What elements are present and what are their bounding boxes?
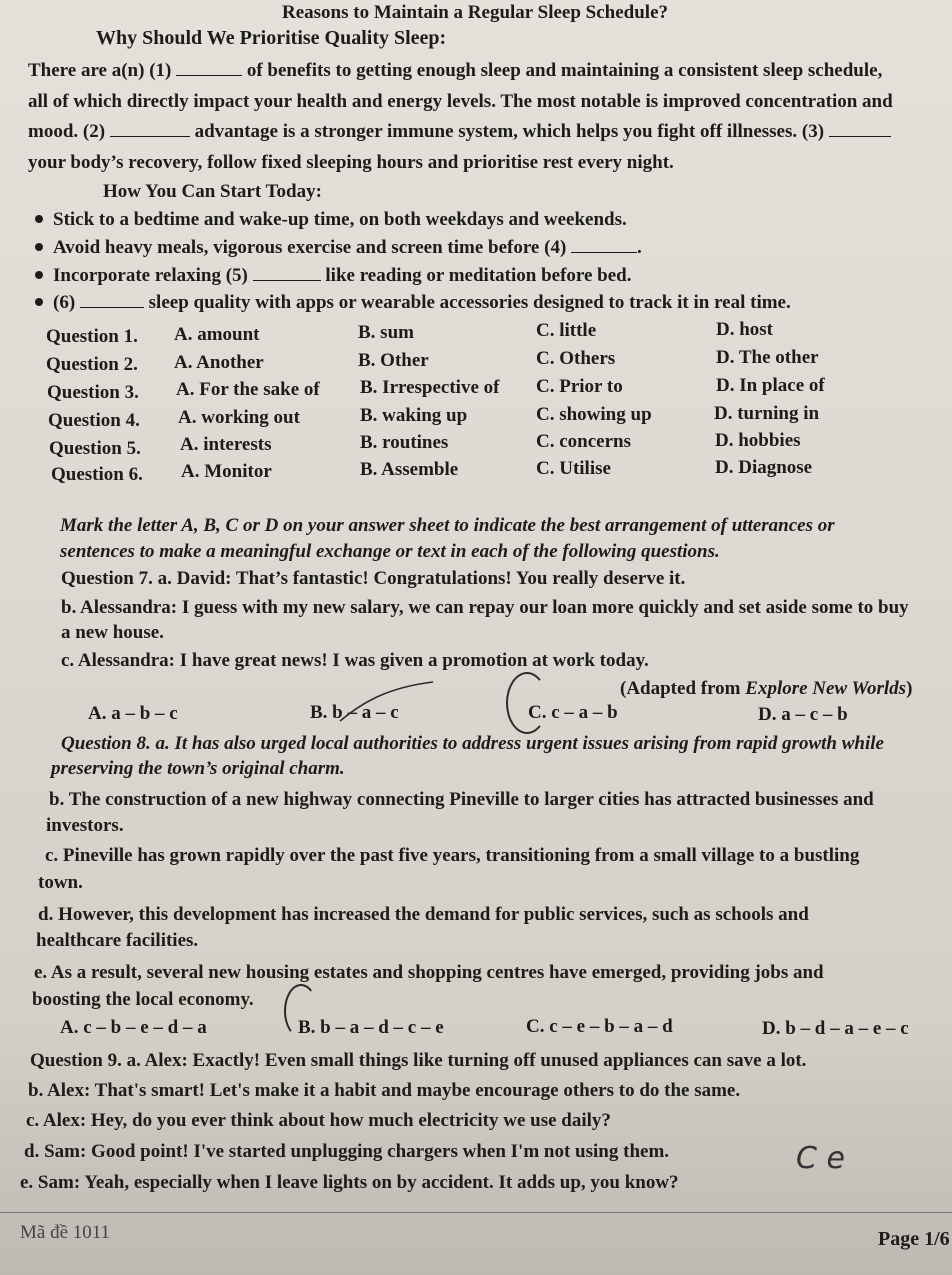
footer-divider: [0, 1212, 952, 1213]
section-heading-how: How You Can Start Today:: [103, 181, 322, 202]
instruction-line-1: Mark the letter A, B, C or D on your answer sheet to indicate the best arrangement of utterances or: [60, 515, 835, 536]
bullet-item-3: [35, 265, 632, 287]
source-text: ): [906, 678, 913, 699]
paragraph-text: of benefits to getting enough sleep and maintaining a consistent sleep schedule,: [246, 60, 883, 81]
option-d[interactable]: D. host: [716, 319, 774, 340]
q8-line-a2: preserving the town’s original charm.: [51, 758, 345, 779]
option-a[interactable]: A. Another: [174, 352, 264, 373]
option-d[interactable]: D. Diagnose: [715, 457, 813, 478]
q8-line-d1: d. However, this development has increased the demand for public services, such as schools and: [38, 904, 809, 925]
q9-line-b: b. Alex: That's smart! Let's make it a habit and maybe encourage others to do the same.: [28, 1080, 741, 1101]
option-b[interactable]: B. Other: [358, 350, 429, 371]
bullet-icon: [35, 215, 43, 223]
bullet-item-2: [35, 237, 642, 259]
bullet-text: like reading or meditation before bed.: [325, 265, 632, 286]
blank-2: [110, 122, 190, 137]
paragraph-line-2: all of which directly impact your health and energy levels. The most notable is improved concentration and: [28, 91, 893, 112]
option-d[interactable]: D. turning in: [714, 403, 820, 424]
bullet-item-1: [35, 209, 627, 231]
q9-line-d: d. Sam: Good point! I've started unplugging chargers when I'm not using them.: [24, 1141, 670, 1162]
page-number: Page 1/6: [878, 1228, 950, 1250]
option-b[interactable]: B. b – a – c: [310, 702, 399, 723]
source-text: (Adapted from: [620, 678, 746, 699]
question-label: Question 3.: [47, 382, 139, 403]
q8-line-a1: Question 8. a. It has also urged local authorities to address urgent issues arising from rapid growth while: [61, 733, 884, 754]
option-d[interactable]: D. b – d – a – e – c: [762, 1018, 909, 1039]
option-d[interactable]: D. In place of: [716, 375, 825, 396]
instruction-line-2: sentences to make a meaningful exchange or text in each of the following questions.: [60, 541, 720, 562]
blank-3: [829, 122, 891, 137]
option-c[interactable]: C. Others: [536, 348, 616, 369]
bullet-text: sleep quality with apps or wearable accessories designed to track it in real time.: [148, 292, 791, 313]
blank-1: [176, 61, 242, 76]
q9-line-e: e. Sam: Yeah, especially when I leave lights on by accident. It adds up, you know?: [20, 1172, 679, 1193]
option-a[interactable]: A. For the sake of: [176, 379, 320, 400]
option-c[interactable]: C. c – e – b – a – d: [526, 1016, 673, 1037]
option-c[interactable]: C. Prior to: [536, 376, 623, 397]
bullet-text: Incorporate relaxing (5): [53, 265, 248, 286]
option-a[interactable]: A. working out: [178, 407, 300, 428]
paragraph-line-1: [28, 60, 882, 82]
option-b[interactable]: B. waking up: [360, 405, 468, 426]
option-a[interactable]: A. interests: [180, 434, 272, 455]
bullet-text: Avoid heavy meals, vigorous exercise and screen time before (4): [53, 237, 567, 258]
paragraph-line-4: your body’s recovery, follow fixed sleeping hours and prioritise rest every night.: [28, 152, 674, 173]
bullet-item-4: [35, 292, 791, 314]
option-a[interactable]: A. Monitor: [181, 461, 272, 482]
q9-line-c: c. Alex: Hey, do you ever think about how much electricity we use daily?: [26, 1110, 611, 1131]
bullet-text: .: [637, 237, 642, 258]
option-b[interactable]: B. sum: [358, 322, 414, 343]
q8-line-c1: c. Pineville has grown rapidly over the past five years, transitioning from a small village to a bustling: [45, 845, 860, 866]
q8-line-b2: investors.: [46, 815, 124, 836]
option-d[interactable]: D. a – c – b: [758, 704, 848, 725]
q7-source: [620, 678, 912, 700]
option-c[interactable]: C. little: [536, 320, 597, 341]
question-label: Question 1.: [46, 326, 138, 347]
paragraph-line-3: [28, 121, 891, 143]
section-heading-why: Why Should We Prioritise Quality Sleep:: [96, 27, 447, 49]
document-title: Reasons to Maintain a Regular Sleep Schedule?: [282, 2, 669, 23]
q7-line-b1: b. Alessandra: I guess with my new salary, we can repay our loan more quickly and set aside some to buy: [61, 597, 909, 618]
pen-circle-mark: [506, 672, 548, 734]
paragraph-text: advantage is a stronger immune system, which helps you fight off illnesses. (3): [194, 121, 825, 142]
option-d[interactable]: D. hobbies: [715, 430, 801, 451]
q7-line-b2: a new house.: [61, 622, 164, 643]
option-c[interactable]: C. Utilise: [536, 458, 611, 479]
pen-circle-mark: [284, 984, 318, 1038]
q9-line-a: Question 9. a. Alex: Exactly! Even small things like turning off unused appliances can save a lot.: [30, 1050, 807, 1071]
bullet-text: (6): [53, 292, 76, 313]
paragraph-text: There are a(n) (1): [28, 60, 172, 81]
q8-line-e1: e. As a result, several new housing estates and shopping centres have emerged, providing jobs and: [34, 962, 824, 983]
q7-line-a: Question 7. a. David: That’s fantastic! Congratulations! You really deserve it.: [61, 568, 686, 589]
bullet-icon: [35, 271, 43, 279]
option-a[interactable]: A. amount: [174, 324, 260, 345]
blank-4: [571, 238, 637, 253]
option-d[interactable]: D. The other: [716, 347, 819, 368]
handwritten-note: C e: [796, 1141, 845, 1176]
q8-line-e2: boosting the local economy.: [32, 989, 254, 1010]
option-c[interactable]: C. c – a – b: [528, 702, 618, 723]
paragraph-text: mood. (2): [28, 121, 106, 142]
pen-stroke-mark: [338, 676, 438, 726]
option-a[interactable]: A. a – b – c: [88, 703, 178, 724]
question-label: Question 4.: [48, 410, 140, 431]
source-title: Explore New Worlds: [745, 678, 907, 699]
q8-line-c2: town.: [38, 872, 83, 893]
option-b[interactable]: B. Irrespective of: [360, 377, 500, 398]
bullet-text: Stick to a bedtime and wake-up time, on both weekdays and weekends.: [53, 209, 627, 230]
question-label: Question 2.: [46, 354, 138, 375]
option-b[interactable]: B. b – a – d – c – e: [298, 1017, 444, 1038]
exam-code: Mã đề 1011: [20, 1222, 111, 1243]
blank-5: [253, 266, 321, 281]
question-label: Question 6.: [51, 464, 143, 485]
question-label: Question 5.: [49, 438, 141, 459]
q8-line-d2: healthcare facilities.: [36, 930, 199, 951]
option-c[interactable]: C. concerns: [536, 431, 631, 452]
q7-line-c: c. Alessandra: I have great news! I was given a promotion at work today.: [61, 650, 649, 671]
bullet-icon: [35, 298, 43, 306]
bullet-icon: [35, 243, 43, 251]
option-b[interactable]: B. Assemble: [360, 459, 459, 480]
option-a[interactable]: A. c – b – e – d – a: [60, 1017, 207, 1038]
option-b[interactable]: B. routines: [360, 432, 449, 453]
q8-line-b1: b. The construction of a new highway connecting Pineville to larger cities has attracted businesses and: [49, 789, 874, 810]
option-c[interactable]: C. showing up: [536, 404, 652, 425]
blank-6: [80, 293, 144, 308]
